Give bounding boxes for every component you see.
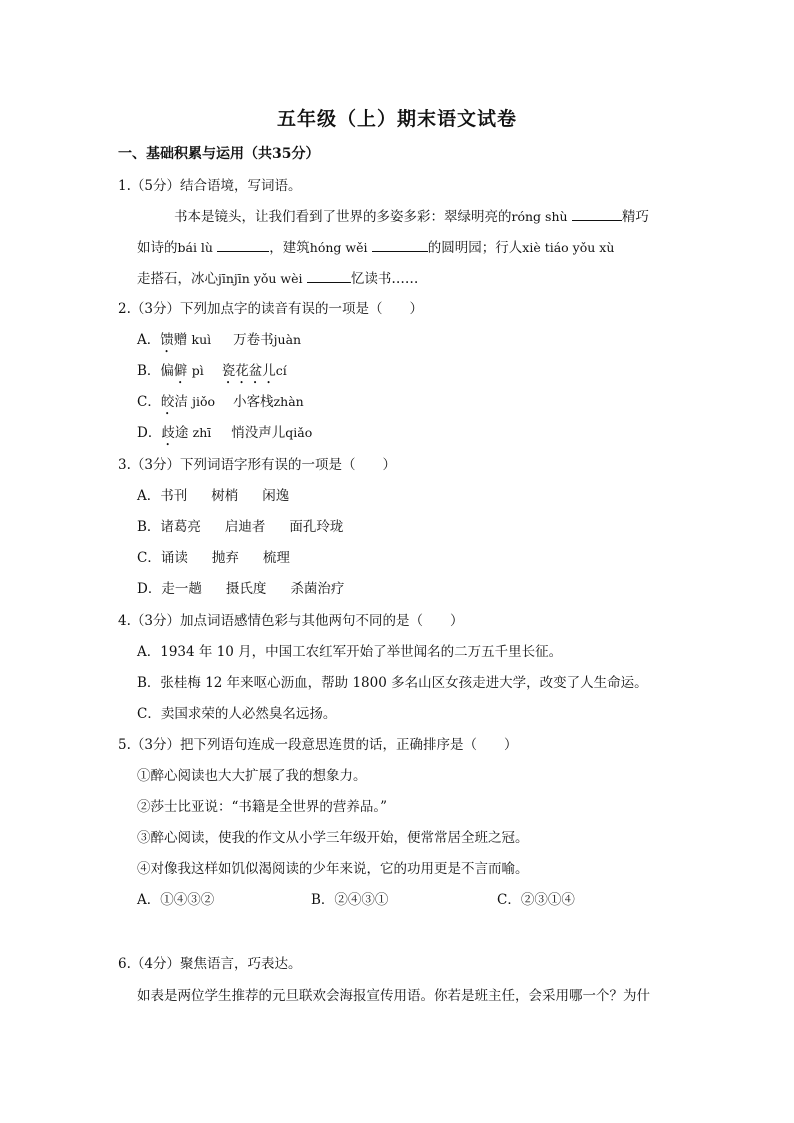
- question-5-heading: 5.（3分）把下列语句连成一段意思连贯的话，正确排序是（ ）: [118, 737, 518, 753]
- question-2-heading: 2.（3分）下列加点字的读音有误的一项是（ ）: [118, 301, 423, 317]
- question-2-option-b[interactable]: B．偏僻 pì 瓷花盆儿cí: [137, 363, 287, 379]
- question-5-option-a[interactable]: A．①④③②: [137, 892, 215, 908]
- question-2-option-d[interactable]: D．歧途 zhī 悄没声儿qiǎo: [137, 425, 313, 441]
- question-2-option-c[interactable]: C．皎洁 jiǒo 小客栈zhàn: [137, 394, 304, 410]
- question-3-option-d[interactable]: D．走一趟 摄氏度 杀菌治疗: [137, 581, 345, 597]
- question-1-line-2: 如诗的bái lù ，建筑hóng wěi 的圆明园；行人xiè tiáo yǒu xù: [137, 237, 614, 258]
- sentence-3: ③醉心阅读，使我的作文从小学三年级开始，便常常居全班之冠。: [137, 830, 529, 846]
- question-5-option-b[interactable]: B．②④③①: [311, 892, 389, 908]
- question-3-option-b[interactable]: B．诸葛亮 启迪者 面孔玲珑: [137, 519, 344, 535]
- question-6-text: 如表是两位学生推荐的元旦联欢会海报宣传用语。你若是班主任，会采用哪一个？为什: [137, 988, 650, 1004]
- sentence-1: ①醉心阅读也大大扩展了我的想象力。: [137, 768, 367, 784]
- sentence-2: ②莎士比亚说：“书籍是全世界的营养品。”: [137, 799, 388, 815]
- question-4-option-c[interactable]: C．卖国求荣的人必然臭名远扬。: [137, 706, 337, 722]
- answer-blank[interactable]: [372, 237, 428, 252]
- pinyin-hongwei: hóng wěi: [309, 240, 368, 255]
- pinyin-xietiaoyouxu: xiè tiáo yǒu xù: [522, 240, 615, 255]
- question-3-option-c[interactable]: C．诵读 抛弃 梳理: [137, 550, 290, 566]
- question-3-heading: 3.（3分）下列词语字形有误的一项是（ ）: [118, 457, 396, 473]
- pinyin-jinjinyouwei: jīnjīn yǒu wèi: [218, 271, 303, 286]
- question-5-option-c[interactable]: C．②③①④: [497, 892, 575, 908]
- question-4-option-b[interactable]: B．张桂梅 12 年来呕心沥血，帮助 1800 多名山区女孩走进大学，改变了人生命运。: [137, 675, 648, 691]
- question-1-heading: 1.（5分）结合语境，写词语。: [118, 178, 302, 194]
- page-title: 五年级（上）期末语文试卷: [276, 108, 517, 130]
- pinyin-rongshu: róng shù: [511, 209, 568, 224]
- pinyin-bailu: bái lù: [177, 240, 213, 255]
- question-4-heading: 4.（3分）加点词语感情色彩与其他两句不同的是（ ）: [118, 613, 464, 629]
- question-6-heading: 6.（4分）聚焦语言，巧表达。: [118, 956, 302, 972]
- question-3-option-a[interactable]: A．书刊 树梢 闲逸: [137, 488, 290, 504]
- section-heading: 一、基础积累与运用（共35分）: [118, 146, 320, 162]
- answer-blank[interactable]: [572, 206, 622, 221]
- question-2-option-a[interactable]: A．馈赠 kuì 万卷书juàn: [137, 332, 302, 348]
- answer-blank[interactable]: [307, 268, 351, 283]
- answer-blank[interactable]: [217, 237, 269, 252]
- question-1-line-1: 书本是镜头，让我们看到了世界的多姿多彩：翠绿明亮的róng shù 精巧: [174, 206, 649, 227]
- sentence-4: ④对像我这样如饥似渴阅读的少年来说，它的功用更是不言而喻。: [137, 861, 529, 877]
- question-4-option-a[interactable]: A．1934 年 10 月，中国工农红军开始了举世闻名的二万五千里长征。: [137, 644, 563, 660]
- question-1-line-3: 走搭石，冰心jīnjīn yǒu wèi 忆读书……: [137, 268, 418, 289]
